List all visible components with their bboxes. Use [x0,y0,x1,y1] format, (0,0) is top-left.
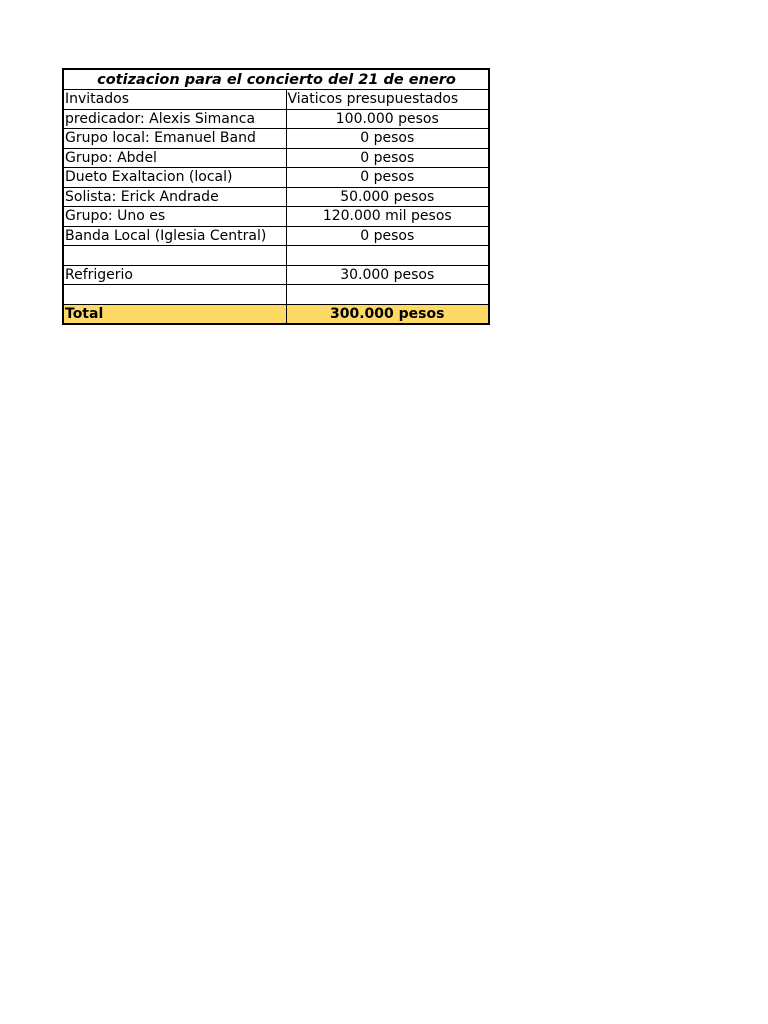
guest-name-cell: Dueto Exaltacion (local) [63,168,286,188]
table-row [63,285,489,305]
guest-name-cell: Refrigerio [63,265,286,285]
total-row [63,304,489,324]
budget-value-cell: 50.000 pesos [286,187,489,207]
table-row [63,246,489,266]
guest-name-cell: Grupo local: Emanuel Band [63,129,286,149]
budget-value-cell: 30.000 pesos [286,265,489,285]
budget-value-cell: 0 pesos [286,148,489,168]
budget-value-cell: 0 pesos [286,168,489,188]
budget-value-cell [286,246,489,266]
table-row [63,187,489,207]
guest-name-cell: Solista: Erick Andrade [63,187,286,207]
guest-name-cell: Grupo: Uno es [63,207,286,227]
budget-table [62,68,490,325]
table-row [63,168,489,188]
table-title-row [63,69,489,90]
table-row [63,148,489,168]
guest-name-cell: Banda Local (Iglesia Central) [63,226,286,246]
budget-value-cell: 100.000 pesos [286,109,489,129]
total-label: Total [63,304,286,324]
table-title: cotizacion para el concierto del 21 de enero [63,69,489,90]
table-row [63,129,489,149]
table-row [63,109,489,129]
budget-value-cell: 120.000 mil pesos [286,207,489,227]
total-value: 300.000 pesos [286,304,489,324]
table-row [63,265,489,285]
guest-name-cell [63,246,286,266]
budget-value-cell [286,285,489,305]
guest-name-cell [63,285,286,305]
table-row [63,207,489,227]
guest-name-cell: Grupo: Abdel [63,148,286,168]
budget-value-cell: 0 pesos [286,226,489,246]
guest-name-cell: predicador: Alexis Simanca [63,109,286,129]
header-guests: Invitados [63,90,286,110]
budget-value-cell: 0 pesos [286,129,489,149]
table-row [63,226,489,246]
header-budget: Viaticos presupuestados [286,90,489,110]
table-header-row [63,90,489,110]
